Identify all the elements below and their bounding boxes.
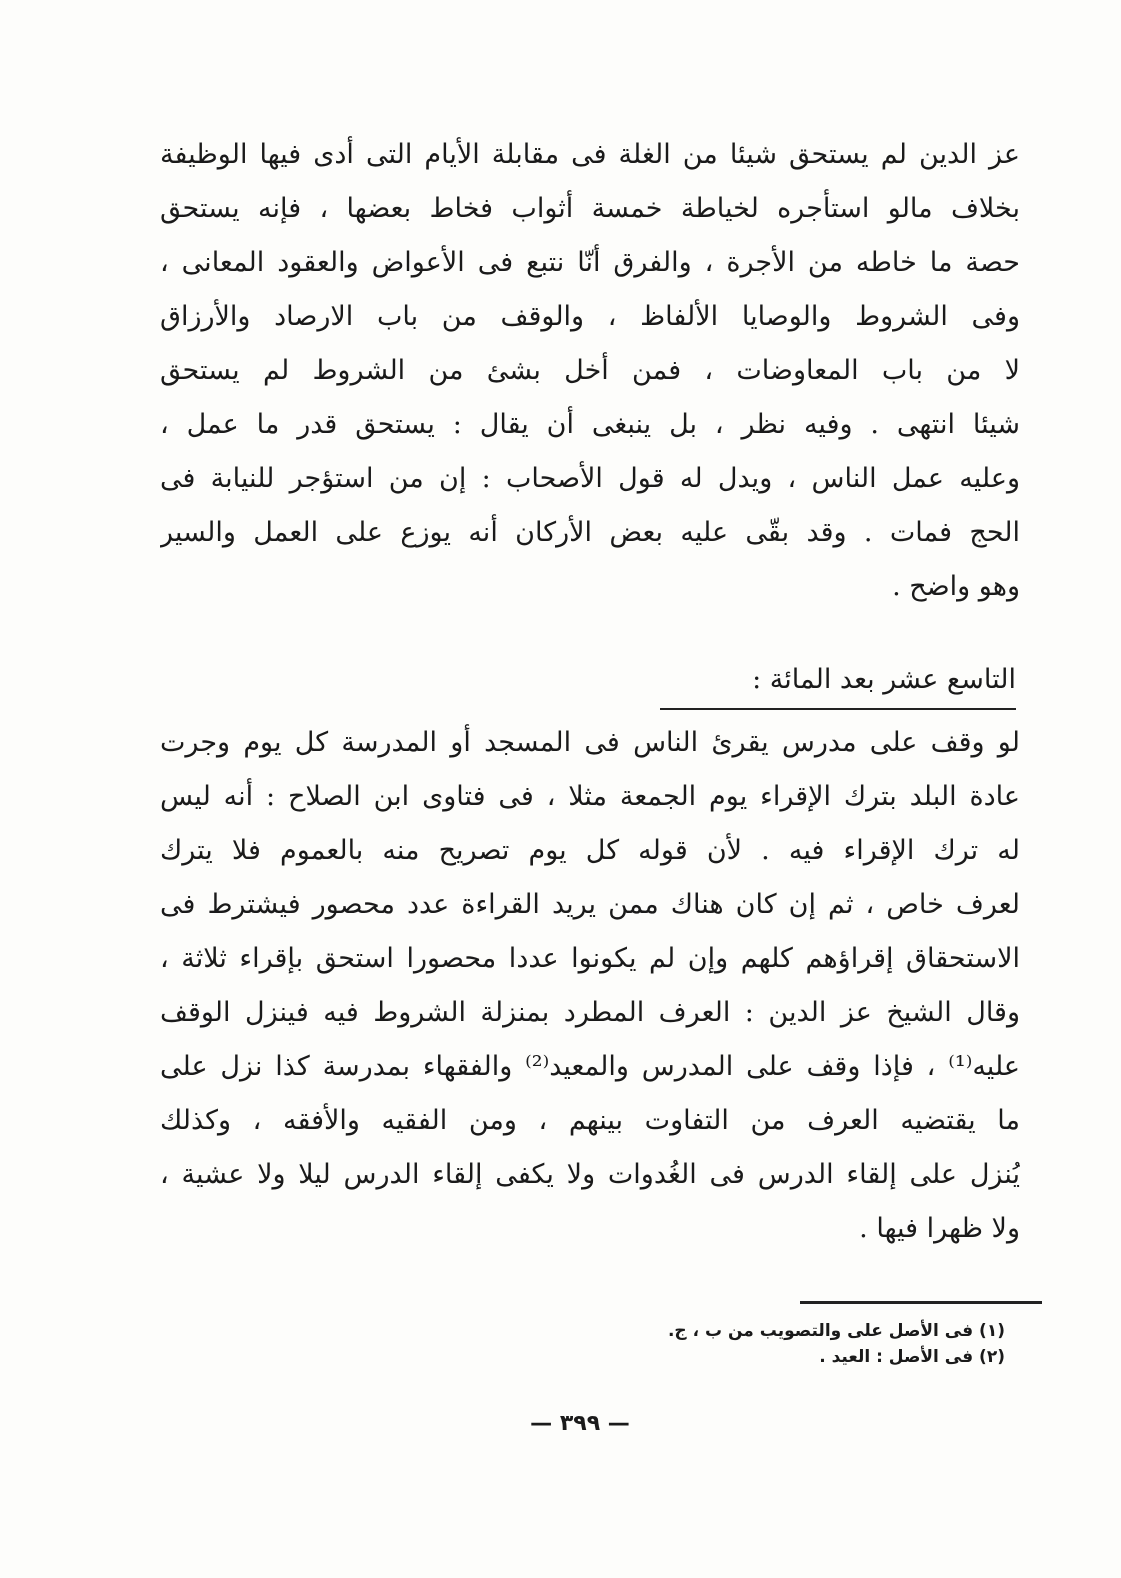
text-line: عز الدين لم يستحق شيئا من الغلة فى مقابلة الأيام التى أدى فيها الوظيفة	[160, 139, 1020, 170]
footnote-separator	[800, 1301, 1042, 1304]
text-line: لعرف خاص ، ثم إن كان هناك ممن يريد القراءة عدد محصور فيشترط فى	[160, 889, 1020, 920]
heading-underline	[660, 708, 1016, 710]
text-line: له ترك الإقراء فيه . لأن قوله كل يوم تصريح منه بالعموم فلا يترك	[160, 835, 1020, 866]
paragraph-2	[160, 716, 1020, 1256]
text-line: لو وقف على مدرس يقرئ الناس فى المسجد أو المدرسة كل يوم وجرت	[160, 727, 1020, 758]
page-number: — ٣٩٩ —	[530, 1411, 630, 1436]
text-line: الاستحقاق إقراؤهم كلهم وإن لم يكونوا عددا محصورا استحق بإقراء ثلاثة ،	[160, 943, 1020, 974]
section-heading	[660, 656, 1016, 704]
text-line: وفى الشروط والوصايا الألفاظ ، والوقف من باب الارصاد والأرزاق	[160, 301, 1020, 332]
text-line: لا من باب المعاوضات ، فمن أخل بشئ من الشروط لم يستحق	[160, 355, 1020, 386]
text-line: بخلاف مالو استأجره لخياطة خمسة أثواب فخاط بعضها ، فإنه يستحق	[160, 193, 1020, 224]
footnote-2: (٢) فى الأصل : العيد .	[819, 1347, 1005, 1367]
text-line: شيئا انتهى . وفيه نظر ، بل ينبغى أن يقال : يستحق قدر ما عمل ،	[160, 409, 1020, 440]
text-line: ولا ظهرا فيها .	[859, 1213, 1020, 1244]
text-line: الحج فمات . وقد بقّى عليه بعض الأركان أنه يوزع على العمل والسير	[160, 517, 1020, 548]
footnote-1: (١) فى الأصل على والتصويب من ب ، ج.	[667, 1321, 1005, 1341]
paragraph-1	[160, 128, 1020, 614]
footnotes	[500, 1318, 1005, 1370]
text-line: ما يقتضيه العرف من التفاوت بينهم ، ومن الفقيه والأفقه ، وكذلك	[160, 1105, 1020, 1136]
text-line: عليه⁽¹⁾ ، فإذا وقف على المدرس والمعيد⁽²⁾ والفقهاء بمدرسة كذا نزل على	[160, 1051, 1020, 1082]
section-heading-text: التاسع عشر بعد المائة :	[752, 664, 1016, 695]
text-line: وقال الشيخ عز الدين : العرف المطرد بمنزلة الشروط فيه فينزل الوقف	[160, 997, 1020, 1028]
text-line: حصة ما خاطه من الأجرة ، والفرق أنّا نتبع فى الأعواض والعقود المعانى ،	[160, 247, 1020, 278]
text-line: عادة البلد بترك الإقراء يوم الجمعة مثلا ، فى فتاوى ابن الصلاح : أنه ليس	[160, 781, 1020, 812]
text-line: يُنزل على إلقاء الدرس فى الغُدوات ولا يكفى إلقاء الدرس ليلا ولا عشية ،	[160, 1159, 1020, 1190]
text-line: وهو واضح .	[892, 571, 1020, 602]
text-line: وعليه عمل الناس ، ويدل له قول الأصحاب : إن من استؤجر للنيابة فى	[160, 463, 1020, 494]
